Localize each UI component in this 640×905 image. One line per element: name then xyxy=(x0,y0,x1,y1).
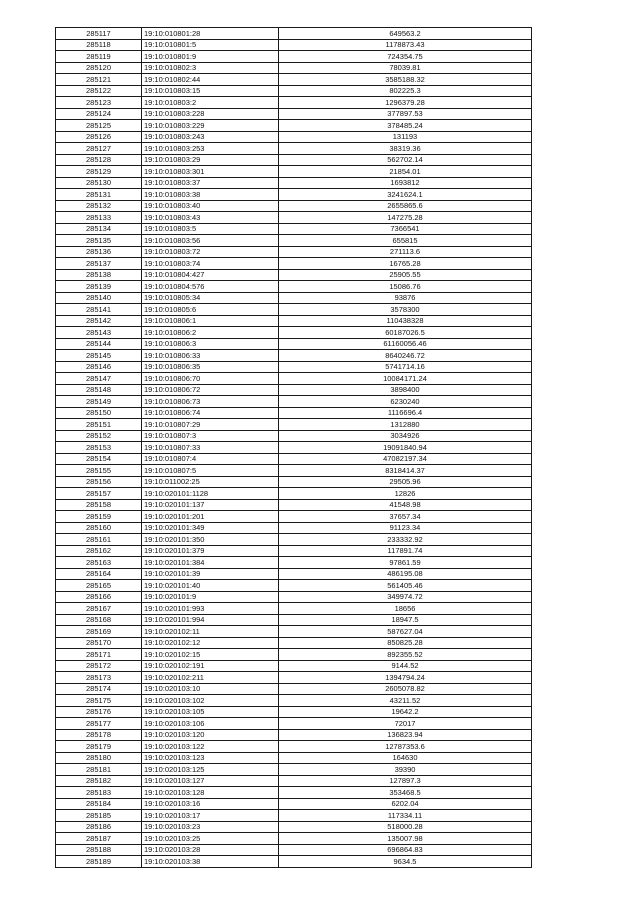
value-cell: 518000.28 xyxy=(279,821,532,833)
cadastral-number-cell: 19:10:020103:128 xyxy=(142,787,279,799)
table-row xyxy=(56,488,532,500)
table-row xyxy=(56,200,532,212)
table-row xyxy=(56,327,532,339)
table-row xyxy=(56,223,532,235)
cadastral-number-cell: 19:10:020101:993 xyxy=(142,603,279,615)
row-number-cell: 285128 xyxy=(56,154,142,166)
cadastral-number-cell: 19:10:020101:379 xyxy=(142,545,279,557)
table-row xyxy=(56,752,532,764)
table-row xyxy=(56,407,532,419)
cadastral-number-cell: 19:10:010803:56 xyxy=(142,235,279,247)
row-number-cell: 285129 xyxy=(56,166,142,178)
value-cell: 7366541 xyxy=(279,223,532,235)
table-row xyxy=(56,373,532,385)
table-row xyxy=(56,545,532,557)
table-row xyxy=(56,108,532,120)
table-row xyxy=(56,706,532,718)
value-cell: 1116696.4 xyxy=(279,407,532,419)
value-cell: 724354.75 xyxy=(279,51,532,63)
row-number-cell: 285134 xyxy=(56,223,142,235)
value-cell: 1394794.24 xyxy=(279,672,532,684)
row-number-cell: 285155 xyxy=(56,465,142,477)
row-number-cell: 285156 xyxy=(56,476,142,488)
cadastral-number-cell: 19:10:010803:2 xyxy=(142,97,279,109)
value-cell: 15086.76 xyxy=(279,281,532,293)
table-row xyxy=(56,396,532,408)
table-row xyxy=(56,51,532,63)
cadastral-number-cell: 19:10:010806:74 xyxy=(142,407,279,419)
table-row xyxy=(56,39,532,51)
cadastral-number-cell: 19:10:020101:384 xyxy=(142,557,279,569)
row-number-cell: 285184 xyxy=(56,798,142,810)
cadastral-number-cell: 19:10:010806:3 xyxy=(142,338,279,350)
cadastral-number-cell: 19:10:010807:33 xyxy=(142,442,279,454)
cadastral-number-cell: 19:10:010803:243 xyxy=(142,131,279,143)
table-row xyxy=(56,499,532,511)
row-number-cell: 285138 xyxy=(56,269,142,281)
row-number-cell: 285117 xyxy=(56,28,142,40)
table-row xyxy=(56,143,532,155)
row-number-cell: 285153 xyxy=(56,442,142,454)
row-number-cell: 285150 xyxy=(56,407,142,419)
value-cell: 8318414.37 xyxy=(279,465,532,477)
value-cell: 110438328 xyxy=(279,315,532,327)
value-cell: 2655865.6 xyxy=(279,200,532,212)
row-number-cell: 285146 xyxy=(56,361,142,373)
table-row xyxy=(56,269,532,281)
cadastral-number-cell: 19:10:020102:12 xyxy=(142,637,279,649)
row-number-cell: 285177 xyxy=(56,718,142,730)
cadastral-number-cell: 19:10:010805:6 xyxy=(142,304,279,316)
row-number-cell: 285157 xyxy=(56,488,142,500)
cadastral-number-cell: 19:10:020103:105 xyxy=(142,706,279,718)
table-row xyxy=(56,695,532,707)
table-row xyxy=(56,235,532,247)
value-cell: 117334.11 xyxy=(279,810,532,822)
cadastral-number-cell: 19:10:020103:106 xyxy=(142,718,279,730)
row-number-cell: 285160 xyxy=(56,522,142,534)
table-row xyxy=(56,718,532,730)
value-cell: 60187026.5 xyxy=(279,327,532,339)
value-cell: 10084171.24 xyxy=(279,373,532,385)
row-number-cell: 285152 xyxy=(56,430,142,442)
table-row xyxy=(56,189,532,201)
row-number-cell: 285180 xyxy=(56,752,142,764)
value-cell: 43211.52 xyxy=(279,695,532,707)
row-number-cell: 285141 xyxy=(56,304,142,316)
cadastral-number-cell: 19:10:020101:40 xyxy=(142,580,279,592)
cadastral-number-cell: 19:10:020101:137 xyxy=(142,499,279,511)
row-number-cell: 285143 xyxy=(56,327,142,339)
table-row xyxy=(56,453,532,465)
cadastral-number-cell: 19:10:020103:120 xyxy=(142,729,279,741)
table-row xyxy=(56,821,532,833)
table-row xyxy=(56,741,532,753)
row-number-cell: 285185 xyxy=(56,810,142,822)
table-row xyxy=(56,844,532,856)
cadastral-number-cell: 19:10:010803:43 xyxy=(142,212,279,224)
table-row xyxy=(56,85,532,97)
table-row xyxy=(56,74,532,86)
value-cell: 3578300 xyxy=(279,304,532,316)
value-cell: 47082197.34 xyxy=(279,453,532,465)
cadastral-number-cell: 19:10:020101:349 xyxy=(142,522,279,534)
value-cell: 562702.14 xyxy=(279,154,532,166)
value-cell: 892355.52 xyxy=(279,649,532,661)
row-number-cell: 285169 xyxy=(56,626,142,638)
value-cell: 3241624.1 xyxy=(279,189,532,201)
row-number-cell: 285176 xyxy=(56,706,142,718)
table-row xyxy=(56,660,532,672)
cadastral-number-cell: 19:10:010803:301 xyxy=(142,166,279,178)
value-cell: 18947.5 xyxy=(279,614,532,626)
table-row xyxy=(56,465,532,477)
table-row xyxy=(56,637,532,649)
table-row xyxy=(56,591,532,603)
value-cell: 117891.74 xyxy=(279,545,532,557)
row-number-cell: 285159 xyxy=(56,511,142,523)
value-cell: 587627.04 xyxy=(279,626,532,638)
value-cell: 39390 xyxy=(279,764,532,776)
cadastral-number-cell: 19:10:010806:2 xyxy=(142,327,279,339)
row-number-cell: 285149 xyxy=(56,396,142,408)
row-number-cell: 285136 xyxy=(56,246,142,258)
value-cell: 12826 xyxy=(279,488,532,500)
value-cell: 802225.3 xyxy=(279,85,532,97)
cadastral-number-cell: 19:10:020101:201 xyxy=(142,511,279,523)
value-cell: 25905.55 xyxy=(279,269,532,281)
cadastral-number-cell: 19:10:020102:191 xyxy=(142,660,279,672)
row-number-cell: 285161 xyxy=(56,534,142,546)
cadastral-number-cell: 19:10:020101:350 xyxy=(142,534,279,546)
table-row xyxy=(56,798,532,810)
value-cell: 41548.98 xyxy=(279,499,532,511)
cadastral-number-cell: 19:10:020101:1128 xyxy=(142,488,279,500)
row-number-cell: 285188 xyxy=(56,844,142,856)
row-number-cell: 285125 xyxy=(56,120,142,132)
row-number-cell: 285145 xyxy=(56,350,142,362)
value-cell: 97861.59 xyxy=(279,557,532,569)
value-cell: 655815 xyxy=(279,235,532,247)
table-row xyxy=(56,384,532,396)
value-cell: 18656 xyxy=(279,603,532,615)
row-number-cell: 285170 xyxy=(56,637,142,649)
value-cell: 21854.01 xyxy=(279,166,532,178)
value-cell: 135007.98 xyxy=(279,833,532,845)
cadastral-number-cell: 19:10:010803:72 xyxy=(142,246,279,258)
row-number-cell: 285144 xyxy=(56,338,142,350)
row-number-cell: 285130 xyxy=(56,177,142,189)
cadastral-number-cell: 19:10:010805:34 xyxy=(142,292,279,304)
row-number-cell: 285175 xyxy=(56,695,142,707)
row-number-cell: 285167 xyxy=(56,603,142,615)
value-cell: 9144.52 xyxy=(279,660,532,672)
value-cell: 649563.2 xyxy=(279,28,532,40)
cadastral-number-cell: 19:10:010802:3 xyxy=(142,62,279,74)
cadastral-number-cell: 19:10:020103:17 xyxy=(142,810,279,822)
value-cell: 38319.36 xyxy=(279,143,532,155)
row-number-cell: 285139 xyxy=(56,281,142,293)
value-cell: 72017 xyxy=(279,718,532,730)
row-number-cell: 285164 xyxy=(56,568,142,580)
table-row xyxy=(56,775,532,787)
cadastral-number-cell: 19:10:010806:33 xyxy=(142,350,279,362)
table-row xyxy=(56,580,532,592)
value-cell: 1178873.43 xyxy=(279,39,532,51)
cadastral-number-cell: 19:10:020103:102 xyxy=(142,695,279,707)
row-number-cell: 285163 xyxy=(56,557,142,569)
cadastral-number-cell: 19:10:020103:122 xyxy=(142,741,279,753)
table-row xyxy=(56,534,532,546)
table-row xyxy=(56,603,532,615)
row-number-cell: 285165 xyxy=(56,580,142,592)
value-cell: 486195.08 xyxy=(279,568,532,580)
table-row xyxy=(56,649,532,661)
table-row xyxy=(56,672,532,684)
value-cell: 91123.34 xyxy=(279,522,532,534)
value-cell: 1312880 xyxy=(279,419,532,431)
row-number-cell: 285127 xyxy=(56,143,142,155)
value-cell: 378485.24 xyxy=(279,120,532,132)
row-number-cell: 285178 xyxy=(56,729,142,741)
cadastral-number-cell: 19:10:010803:229 xyxy=(142,120,279,132)
value-cell: 9634.5 xyxy=(279,856,532,868)
table-body xyxy=(56,28,532,868)
value-cell: 164630 xyxy=(279,752,532,764)
row-number-cell: 285181 xyxy=(56,764,142,776)
value-cell: 850825.28 xyxy=(279,637,532,649)
value-cell: 8640246.72 xyxy=(279,350,532,362)
cadastral-number-cell: 19:10:010807:3 xyxy=(142,430,279,442)
row-number-cell: 285140 xyxy=(56,292,142,304)
value-cell: 5741714.16 xyxy=(279,361,532,373)
value-cell: 561405.46 xyxy=(279,580,532,592)
row-number-cell: 285121 xyxy=(56,74,142,86)
table-row xyxy=(56,258,532,270)
value-cell: 19091840.94 xyxy=(279,442,532,454)
row-number-cell: 285173 xyxy=(56,672,142,684)
cadastral-number-cell: 19:10:020103:25 xyxy=(142,833,279,845)
table-row xyxy=(56,626,532,638)
row-number-cell: 285179 xyxy=(56,741,142,753)
row-number-cell: 285124 xyxy=(56,108,142,120)
cadastral-number-cell: 19:10:010807:4 xyxy=(142,453,279,465)
table-row xyxy=(56,177,532,189)
value-cell: 6202.04 xyxy=(279,798,532,810)
cadastral-number-cell: 19:10:010803:253 xyxy=(142,143,279,155)
value-cell: 1693812 xyxy=(279,177,532,189)
cadastral-number-cell: 19:10:010807:29 xyxy=(142,419,279,431)
cadastral-number-cell: 19:10:010807:5 xyxy=(142,465,279,477)
table-row xyxy=(56,683,532,695)
cadastral-number-cell: 19:10:010803:5 xyxy=(142,223,279,235)
value-cell: 19642.2 xyxy=(279,706,532,718)
cadastral-number-cell: 19:10:020103:10 xyxy=(142,683,279,695)
row-number-cell: 285162 xyxy=(56,545,142,557)
value-cell: 349974.72 xyxy=(279,591,532,603)
table-row xyxy=(56,419,532,431)
value-cell: 61160056.46 xyxy=(279,338,532,350)
row-number-cell: 285187 xyxy=(56,833,142,845)
value-cell: 136823.94 xyxy=(279,729,532,741)
table-row xyxy=(56,568,532,580)
value-cell: 29505.96 xyxy=(279,476,532,488)
row-number-cell: 285133 xyxy=(56,212,142,224)
row-number-cell: 285135 xyxy=(56,235,142,247)
row-number-cell: 285189 xyxy=(56,856,142,868)
cadastral-number-cell: 19:10:010806:1 xyxy=(142,315,279,327)
row-number-cell: 285166 xyxy=(56,591,142,603)
value-cell: 3585188.32 xyxy=(279,74,532,86)
value-cell: 127897.3 xyxy=(279,775,532,787)
table-row xyxy=(56,833,532,845)
row-number-cell: 285158 xyxy=(56,499,142,511)
row-number-cell: 285147 xyxy=(56,373,142,385)
table-row xyxy=(56,338,532,350)
value-cell: 3898400 xyxy=(279,384,532,396)
row-number-cell: 285123 xyxy=(56,97,142,109)
row-number-cell: 285131 xyxy=(56,189,142,201)
value-cell: 2605078.82 xyxy=(279,683,532,695)
cadastral-number-cell: 19:10:010803:74 xyxy=(142,258,279,270)
table-row xyxy=(56,787,532,799)
cadastral-number-cell: 19:10:020102:211 xyxy=(142,672,279,684)
value-cell: 271113.6 xyxy=(279,246,532,258)
table-row xyxy=(56,557,532,569)
cadastral-number-cell: 19:10:020103:38 xyxy=(142,856,279,868)
value-cell: 78039.81 xyxy=(279,62,532,74)
row-number-cell: 285171 xyxy=(56,649,142,661)
cadastral-number-cell: 19:10:020103:23 xyxy=(142,821,279,833)
table-row xyxy=(56,361,532,373)
cadastral-number-cell: 19:10:010803:38 xyxy=(142,189,279,201)
row-number-cell: 285137 xyxy=(56,258,142,270)
cadastral-number-cell: 19:10:010803:15 xyxy=(142,85,279,97)
cadastral-number-cell: 19:10:010806:72 xyxy=(142,384,279,396)
row-number-cell: 285154 xyxy=(56,453,142,465)
row-number-cell: 285186 xyxy=(56,821,142,833)
value-cell: 93876 xyxy=(279,292,532,304)
table-row xyxy=(56,856,532,868)
cadastral-number-cell: 19:10:010806:73 xyxy=(142,396,279,408)
cadastral-number-cell: 19:10:020101:994 xyxy=(142,614,279,626)
cadastral-number-cell: 19:10:020101:39 xyxy=(142,568,279,580)
row-number-cell: 285168 xyxy=(56,614,142,626)
table-row xyxy=(56,511,532,523)
cadastral-number-cell: 19:10:010802:44 xyxy=(142,74,279,86)
cadastral-number-cell: 19:10:020103:127 xyxy=(142,775,279,787)
table-row xyxy=(56,476,532,488)
cadastral-number-cell: 19:10:020103:125 xyxy=(142,764,279,776)
value-cell: 147275.28 xyxy=(279,212,532,224)
row-number-cell: 285172 xyxy=(56,660,142,672)
value-cell: 3034926 xyxy=(279,430,532,442)
row-number-cell: 285151 xyxy=(56,419,142,431)
row-number-cell: 285132 xyxy=(56,200,142,212)
cadastral-number-cell: 19:10:010803:29 xyxy=(142,154,279,166)
table-row xyxy=(56,97,532,109)
row-number-cell: 285118 xyxy=(56,39,142,51)
table-row xyxy=(56,315,532,327)
cadastral-number-cell: 19:10:010804:576 xyxy=(142,281,279,293)
table-row xyxy=(56,442,532,454)
cadastral-number-cell: 19:10:010801:9 xyxy=(142,51,279,63)
row-number-cell: 285126 xyxy=(56,131,142,143)
cadastral-number-cell: 19:10:010806:35 xyxy=(142,361,279,373)
cadastral-number-cell: 19:10:011002:25 xyxy=(142,476,279,488)
value-cell: 131193 xyxy=(279,131,532,143)
cadastral-number-cell: 19:10:020103:16 xyxy=(142,798,279,810)
table-row xyxy=(56,304,532,316)
table-row xyxy=(56,729,532,741)
table-row xyxy=(56,281,532,293)
table-row xyxy=(56,292,532,304)
cadastral-number-cell: 19:10:010803:40 xyxy=(142,200,279,212)
cadastral-number-cell: 19:10:020101:9 xyxy=(142,591,279,603)
row-number-cell: 285119 xyxy=(56,51,142,63)
table-row xyxy=(56,28,532,40)
table-row xyxy=(56,154,532,166)
table-row xyxy=(56,120,532,132)
value-cell: 37657.34 xyxy=(279,511,532,523)
value-cell: 16765.28 xyxy=(279,258,532,270)
cadastral-number-cell: 19:10:020103:28 xyxy=(142,844,279,856)
value-cell: 377897.53 xyxy=(279,108,532,120)
cadastral-number-cell: 19:10:010803:228 xyxy=(142,108,279,120)
value-cell: 12787353.6 xyxy=(279,741,532,753)
row-number-cell: 285174 xyxy=(56,683,142,695)
row-number-cell: 285183 xyxy=(56,787,142,799)
table-row xyxy=(56,810,532,822)
table-row xyxy=(56,350,532,362)
table-row xyxy=(56,614,532,626)
row-number-cell: 285182 xyxy=(56,775,142,787)
table-row xyxy=(56,166,532,178)
cadastral-number-cell: 19:10:010801:5 xyxy=(142,39,279,51)
cadastral-number-cell: 19:10:010804:427 xyxy=(142,269,279,281)
table-row xyxy=(56,430,532,442)
table-row xyxy=(56,246,532,258)
value-cell: 696864.83 xyxy=(279,844,532,856)
table-row xyxy=(56,522,532,534)
value-cell: 6230240 xyxy=(279,396,532,408)
cadastral-number-cell: 19:10:020103:123 xyxy=(142,752,279,764)
table-row xyxy=(56,212,532,224)
data-table xyxy=(55,27,532,868)
row-number-cell: 285148 xyxy=(56,384,142,396)
table-row xyxy=(56,62,532,74)
cadastral-number-cell: 19:10:020102:15 xyxy=(142,649,279,661)
row-number-cell: 285122 xyxy=(56,85,142,97)
value-cell: 233332.92 xyxy=(279,534,532,546)
value-cell: 353468.5 xyxy=(279,787,532,799)
cadastral-number-cell: 19:10:010803:37 xyxy=(142,177,279,189)
cadastral-number-cell: 19:10:010801:28 xyxy=(142,28,279,40)
cadastral-number-cell: 19:10:010806:70 xyxy=(142,373,279,385)
row-number-cell: 285142 xyxy=(56,315,142,327)
row-number-cell: 285120 xyxy=(56,62,142,74)
cadastral-number-cell: 19:10:020102:11 xyxy=(142,626,279,638)
table-row xyxy=(56,131,532,143)
table-row xyxy=(56,764,532,776)
value-cell: 1296379.28 xyxy=(279,97,532,109)
